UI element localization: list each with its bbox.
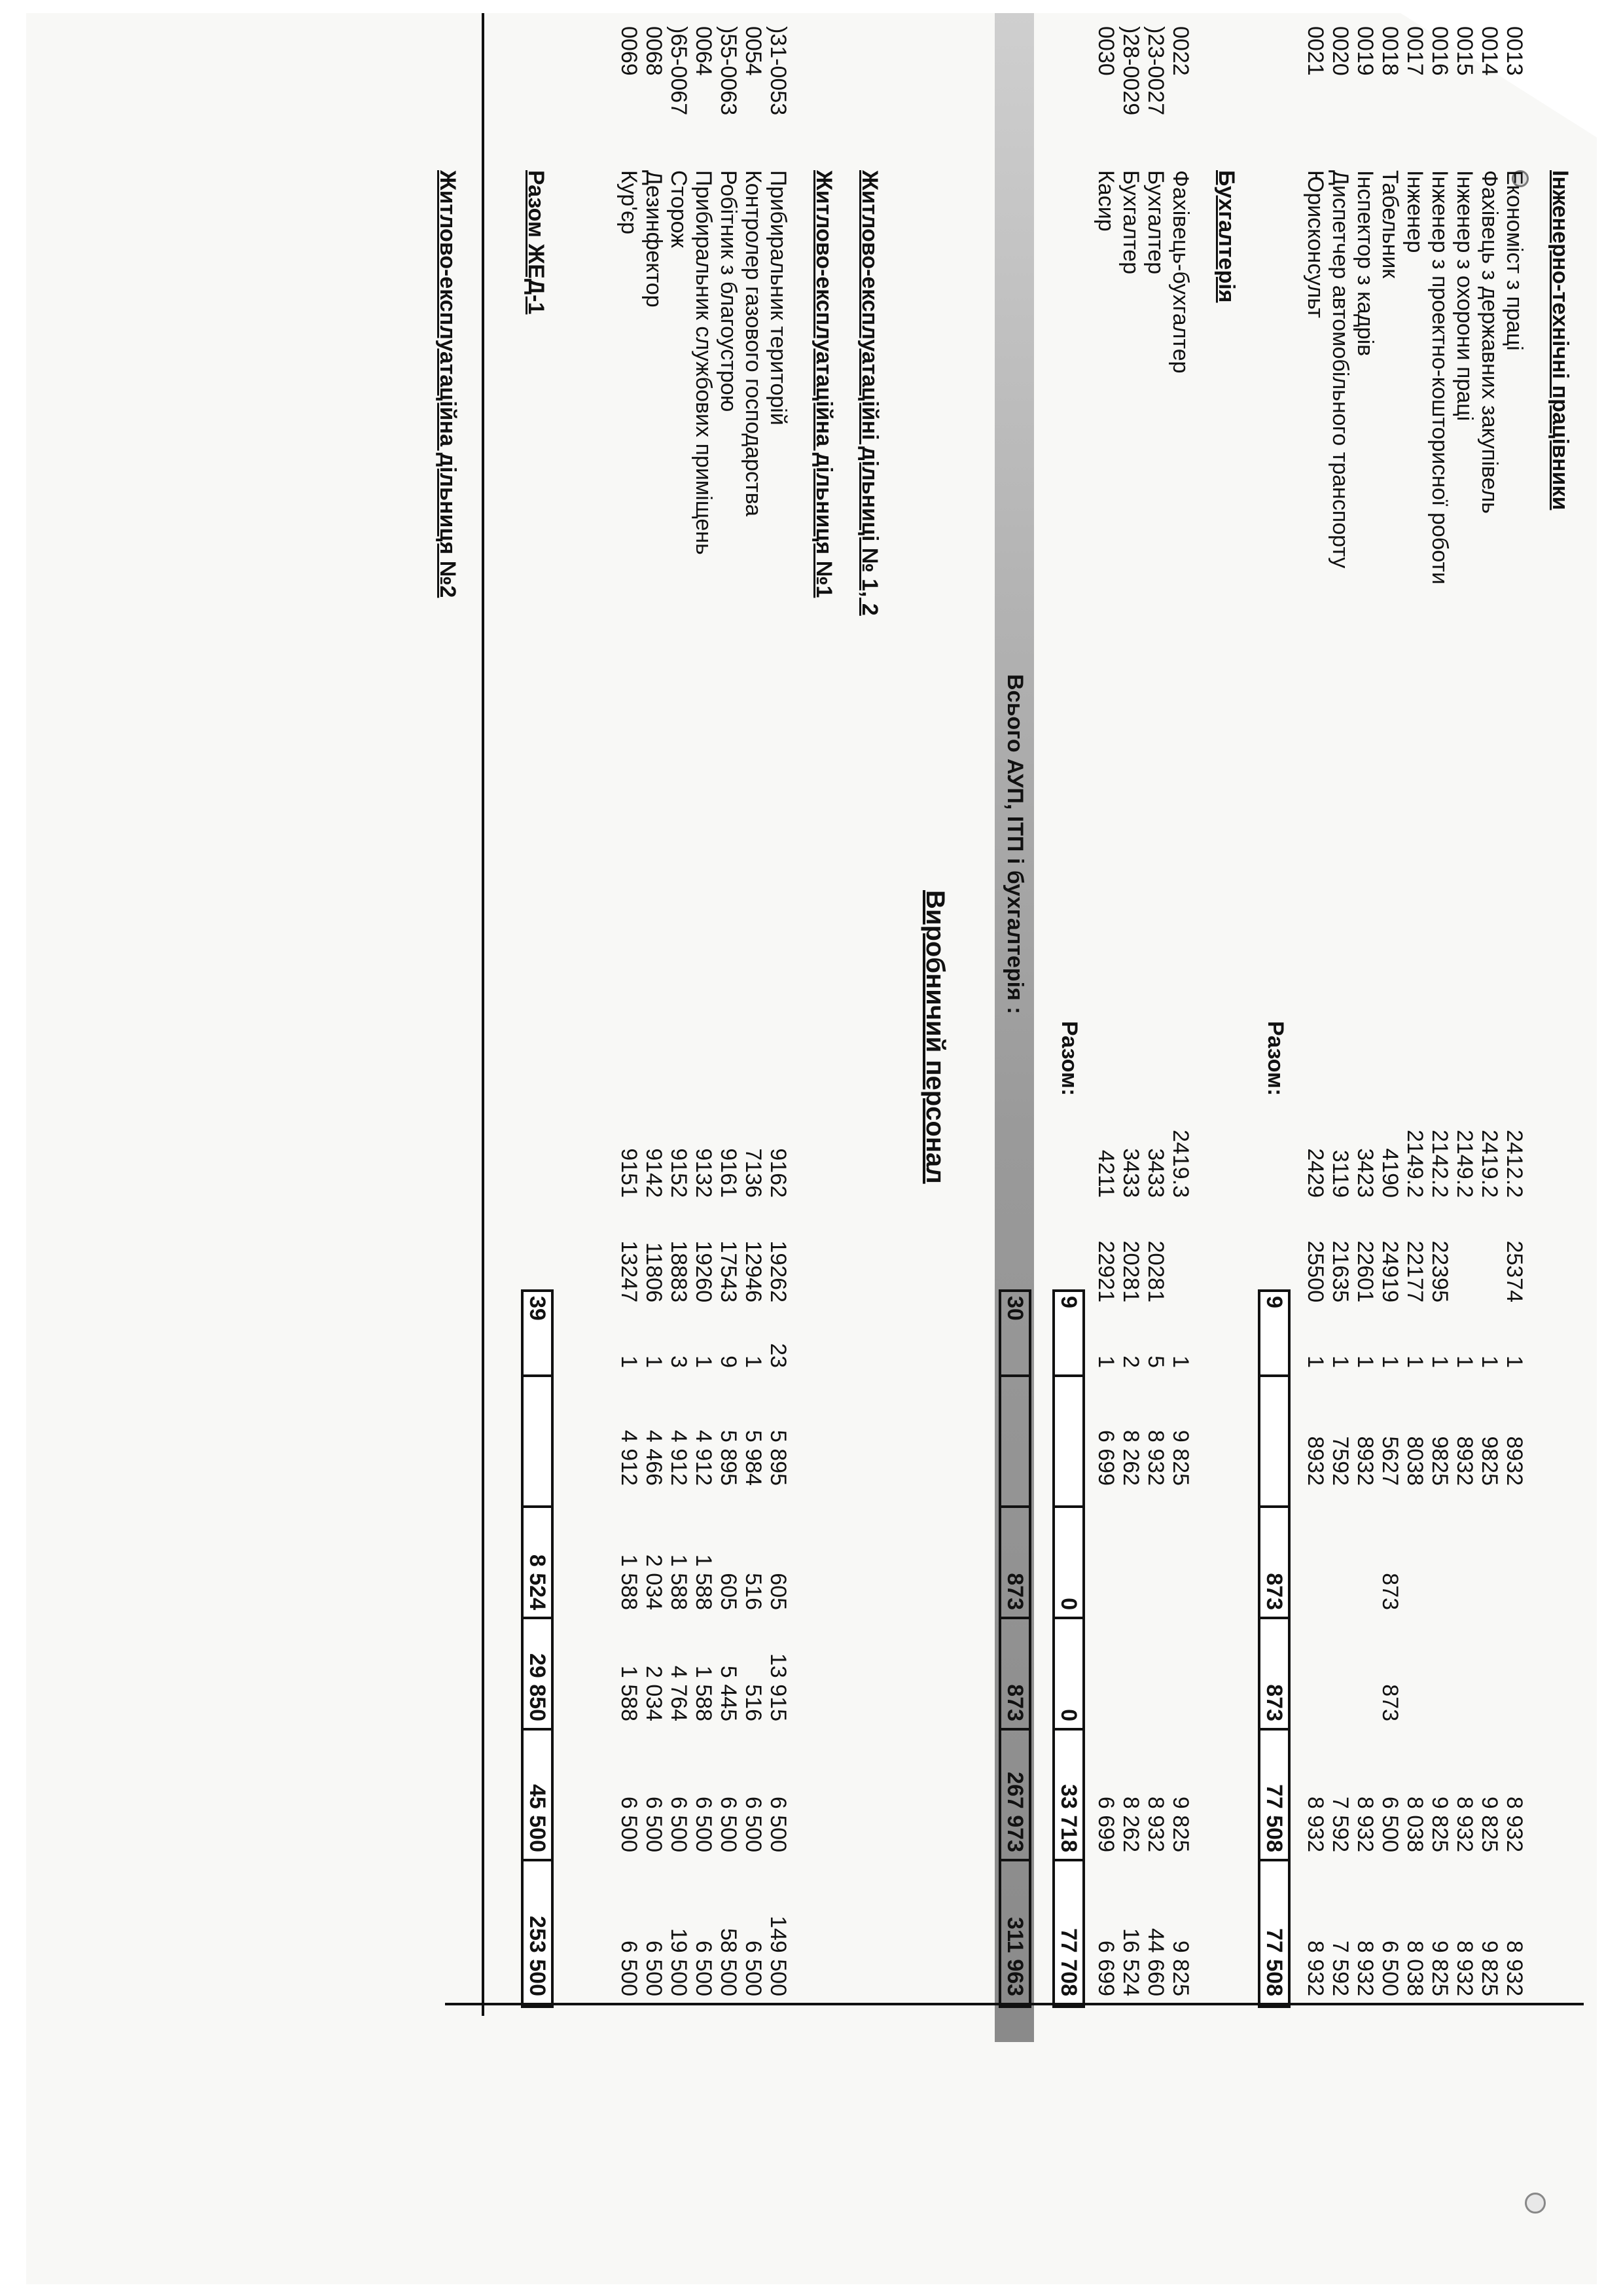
total-c7: 267 973: [1003, 1772, 1027, 1852]
table-cell-c2: 19262: [766, 1240, 791, 1302]
table-cell-c8: 44 660: [1143, 1928, 1168, 1996]
table-cell-c3: 9: [716, 1355, 741, 1368]
section-title-sites: Житлово-експлуатаційні дільниці № 1, 2: [857, 170, 882, 616]
total-box-divider: [999, 1859, 1031, 1861]
table-cell-code: 0030: [1094, 26, 1118, 76]
total-c8: 311 963: [1003, 1916, 1027, 1996]
total-c6: 0: [1056, 1709, 1081, 1721]
table-cell-code: )65-0067: [666, 26, 691, 116]
table-cell-salary: 3423: [1353, 1148, 1378, 1198]
section-title-site2: Житлово-експлуатаційна дільниця №2: [435, 170, 460, 598]
table-cell-c8: 9 825: [1168, 1940, 1193, 1996]
table-cell-c4: 4 912: [616, 1429, 641, 1486]
table-cell-c6: 13 915: [766, 1653, 791, 1721]
total-c5: 873: [1003, 1573, 1027, 1610]
total-c6: 873: [1262, 1684, 1287, 1721]
table-cell-c3: 1: [1328, 1355, 1353, 1368]
total-box-divider: [521, 1728, 554, 1731]
table-cell-title: Економіст з праці: [1502, 170, 1527, 351]
table-cell-c4: 8932: [1353, 1436, 1378, 1486]
table-cell-code: 0013: [1502, 26, 1527, 76]
total-c5: 873: [1262, 1573, 1287, 1610]
table-cell-title: Кур'єр: [616, 170, 641, 235]
total-c8: 253 500: [525, 1916, 550, 1996]
table-cell-salary: 2429: [1303, 1148, 1328, 1198]
table-cell-c8: 6 500: [616, 1940, 641, 1996]
table-cell-c3: 1: [1303, 1355, 1328, 1368]
table-cell-title: Сторож: [666, 170, 691, 248]
table-cell-c7: 8 932: [1303, 1796, 1328, 1852]
table-cell-code: )31-0053: [766, 26, 791, 116]
table-cell-c3: 1: [1094, 1355, 1118, 1368]
table-cell-c3: 1: [1168, 1355, 1193, 1368]
table-cell-c8: 6 500: [691, 1940, 716, 1996]
total-box-divider: [1052, 1505, 1085, 1508]
total-c6: 873: [1003, 1684, 1027, 1721]
table-cell-salary: 3433: [1143, 1148, 1168, 1198]
total-box-divider: [521, 1859, 554, 1861]
total-box-divider: [1258, 1374, 1291, 1377]
table-cell-c4: 8932: [1452, 1436, 1477, 1486]
table-cell-c6: 5 445: [716, 1665, 741, 1721]
table-cell-c2: 18883: [666, 1240, 691, 1302]
table-cell-code: 0068: [641, 26, 666, 76]
table-cell-c3: 1: [691, 1355, 716, 1368]
table-cell-c7: 6 500: [691, 1796, 716, 1852]
total-c5: 8 524: [525, 1554, 550, 1610]
table-cell-code: 0064: [691, 26, 716, 76]
total-box-divider: [1052, 1859, 1085, 1861]
table-cell-title: Фахівець-бухгалтер: [1168, 170, 1193, 374]
table-cell-salary: 2419.2: [1477, 1130, 1502, 1198]
table-cell-c6: 2 034: [641, 1665, 666, 1721]
table-cell-c8: 6 500: [1378, 1940, 1402, 1996]
table-cell-c8: 149 500: [766, 1916, 791, 1996]
table-cell-title: Касир: [1094, 170, 1118, 232]
table-cell-c2: 13247: [616, 1240, 641, 1302]
table-cell-salary: 2419.3: [1168, 1130, 1193, 1198]
table-cell-c2: 19260: [691, 1240, 716, 1302]
table-cell-c4: 4 466: [641, 1429, 666, 1486]
table-cell-salary: 9162: [766, 1148, 791, 1198]
table-cell-c5: 605: [766, 1573, 791, 1610]
table-cell-c6: 1 588: [616, 1665, 641, 1721]
table-cell-c8: 19 500: [666, 1928, 691, 1996]
table-cell-c3: 1: [616, 1355, 641, 1368]
table-cell-salary: 7136: [741, 1148, 766, 1198]
table-cell-c4: 7592: [1328, 1436, 1353, 1486]
table-cell-c2: 20281: [1143, 1240, 1168, 1302]
table-cell-c7: 6 500: [766, 1796, 791, 1852]
punch-hole: [1525, 2193, 1546, 2214]
total-c7: 45 500: [525, 1784, 550, 1852]
table-cell-c4: 8 932: [1143, 1429, 1168, 1486]
table-cell-c2: 22177: [1402, 1240, 1427, 1302]
table-cell-c8: 8 932: [1353, 1940, 1378, 1996]
total-box-divider: [1052, 1617, 1085, 1619]
table-cell-c2: 21635: [1328, 1240, 1353, 1302]
table-cell-code: 0021: [1303, 26, 1328, 76]
total-box-divider: [999, 1374, 1031, 1377]
total-count: 39: [525, 1296, 550, 1321]
table-cell-c2: 20281: [1118, 1240, 1143, 1302]
table-cell-c3: 1: [741, 1355, 766, 1368]
table-cell-c3: 5: [1143, 1355, 1168, 1368]
scanned-page: [26, 13, 1597, 2284]
total-box-divider: [1258, 1859, 1291, 1861]
section-title-engineering: Інженерно-технічні працівники: [1548, 170, 1573, 511]
table-cell-c6: 516: [741, 1684, 766, 1721]
table-cell-c3: 3: [666, 1355, 691, 1368]
table-cell-salary: 3433: [1118, 1148, 1143, 1198]
total-box-divider: [1258, 1505, 1291, 1508]
table-cell-c4: 5 895: [766, 1429, 791, 1486]
table-cell-c6: 873: [1378, 1684, 1402, 1721]
table-cell-title: Фахівець з державних закупівель: [1477, 170, 1502, 514]
table-cell-c4: 5 984: [741, 1429, 766, 1486]
section-title-site1: Житлово-експлуатаційна дільниця №1: [812, 170, 836, 598]
table-cell-c8: 6 699: [1094, 1940, 1118, 1996]
table-cell-code: 0069: [616, 26, 641, 76]
table-cell-title: Диспетчер автомобільного транспорту: [1328, 170, 1353, 569]
table-cell-c3: 1: [641, 1355, 666, 1368]
table-cell-title: Контролер газового господарства: [741, 170, 766, 517]
total-box-divider: [1052, 1374, 1085, 1377]
table-cell-code: )23-0027: [1143, 26, 1168, 116]
table-cell-c2: 24919: [1378, 1240, 1402, 1302]
table-cell-c2: 22395: [1427, 1240, 1452, 1302]
table-cell-c2: 25500: [1303, 1240, 1328, 1302]
table-cell-c4: 4 912: [666, 1429, 691, 1486]
rotated-staffing-table: [26, 13, 1597, 2042]
section-title-production: Виробничий персонал: [921, 890, 950, 1184]
table-cell-c2: 22921: [1094, 1240, 1118, 1302]
table-cell-c5: 2 034: [641, 1554, 666, 1610]
table-cell-salary: 4211: [1094, 1149, 1118, 1198]
table-cell-c3: 1: [1353, 1355, 1378, 1368]
table-cell-code: 0016: [1427, 26, 1452, 76]
table-cell-code: 0020: [1328, 26, 1353, 76]
table-cell-code: 0017: [1402, 26, 1427, 76]
table-cell-c8: 6 500: [741, 1940, 766, 1996]
table-cell-c5: 1 588: [691, 1554, 716, 1610]
table-cell-salary: 9132: [691, 1148, 716, 1198]
table-cell-salary: 3119: [1328, 1149, 1353, 1198]
total-box-divider: [1258, 1728, 1291, 1731]
table-cell-c2: 22601: [1353, 1240, 1378, 1302]
table-cell-c8: 8 932: [1303, 1940, 1328, 1996]
table-cell-c7: 8 932: [1353, 1796, 1378, 1852]
table-cell-c4: 8932: [1303, 1436, 1328, 1486]
table-cell-salary: 9152: [666, 1148, 691, 1198]
table-cell-code: 0018: [1378, 26, 1402, 76]
table-cell-c7: 9 825: [1168, 1796, 1193, 1852]
table-cell-title: Бухгалтер: [1143, 170, 1168, 274]
table-cell-title: Інженер: [1402, 170, 1427, 253]
table-cell-c8: 8 932: [1502, 1940, 1527, 1996]
table-cell-title: Юрисконсульт: [1303, 170, 1328, 318]
table-cell-c5: 605: [716, 1573, 741, 1610]
section-title-accounting: Бухгалтерія: [1214, 170, 1239, 303]
table-cell-c2: 17543: [716, 1240, 741, 1302]
table-cell-c4: 5 895: [716, 1429, 741, 1486]
total-c8: 77 708: [1056, 1928, 1081, 1996]
table-cell-salary: 2149.2: [1452, 1130, 1477, 1198]
table-cell-c7: 6 699: [1094, 1796, 1118, 1852]
table-cell-code: 0014: [1477, 26, 1502, 76]
table-cell-c3: 1: [1452, 1355, 1477, 1368]
table-cell-title: Інспектор з кадрів: [1353, 170, 1378, 357]
accounting-total-label: Разом:: [1057, 1021, 1082, 1096]
table-cell-c7: 6 500: [616, 1796, 641, 1852]
total-box-divider: [521, 1374, 554, 1377]
table-cell-c7: 6 500: [741, 1796, 766, 1852]
table-cell-code: 0019: [1353, 26, 1378, 76]
table-cell-c7: 6 500: [641, 1796, 666, 1852]
table-cell-c4: 4 912: [691, 1429, 716, 1486]
grand-total-label: Всього АУП, ІТП і бухгалтерія :: [1003, 674, 1027, 1014]
table-cell-c4: 8932: [1502, 1436, 1527, 1486]
table-cell-c3: 23: [766, 1343, 791, 1368]
table-cell-c7: 9 825: [1427, 1796, 1452, 1852]
engineering-total-label: Разом:: [1263, 1021, 1288, 1096]
page-rule: [445, 2003, 1584, 2005]
table-cell-salary: 2149.2: [1402, 1130, 1427, 1198]
table-cell-c8: 58 500: [716, 1928, 741, 1996]
table-cell-code: )55-0063: [716, 26, 741, 116]
total-box-divider: [521, 1505, 554, 1508]
table-cell-c7: 6 500: [666, 1796, 691, 1852]
table-cell-c3: 1: [1402, 1355, 1427, 1368]
total-box-divider: [999, 1728, 1031, 1731]
table-cell-c2: 25374: [1502, 1240, 1527, 1302]
table-cell-c5: 1 588: [666, 1554, 691, 1610]
total-box-divider: [1258, 1617, 1291, 1619]
table-cell-salary: 2142.2: [1427, 1130, 1452, 1198]
total-box-divider: [1052, 1728, 1085, 1731]
table-cell-c4: 5627: [1378, 1436, 1402, 1486]
table-cell-code: )28-0029: [1118, 26, 1143, 116]
table-cell-c4: 9 825: [1168, 1429, 1193, 1486]
table-cell-c4: 6 699: [1094, 1429, 1118, 1486]
table-cell-c7: 8 932: [1143, 1796, 1168, 1852]
section-divider: [482, 13, 484, 2016]
table-cell-salary: 2412.2: [1502, 1130, 1527, 1198]
table-cell-salary: 9142: [641, 1148, 666, 1198]
table-cell-c4: 8 262: [1118, 1429, 1143, 1486]
table-cell-title: Дезинфектор: [641, 170, 666, 308]
table-cell-code: 0054: [741, 26, 766, 76]
table-cell-salary: 9161: [716, 1148, 741, 1198]
table-cell-c7: 6 500: [1378, 1796, 1402, 1852]
table-cell-c3: 1: [1427, 1355, 1452, 1368]
table-cell-c8: 9 825: [1427, 1940, 1452, 1996]
table-cell-c3: 1: [1378, 1355, 1402, 1368]
table-cell-c8: 7 592: [1328, 1940, 1353, 1996]
table-cell-c5: 873: [1378, 1573, 1402, 1610]
table-cell-c3: 1: [1477, 1355, 1502, 1368]
table-cell-c4: 9825: [1477, 1436, 1502, 1486]
table-cell-code: 0015: [1452, 26, 1477, 76]
table-cell-c2: 11806: [641, 1242, 666, 1302]
table-cell-c8: 8 038: [1402, 1940, 1427, 1996]
total-box-divider: [521, 1617, 554, 1619]
table-cell-code: 0022: [1168, 26, 1193, 76]
table-cell-c7: 8 038: [1402, 1796, 1427, 1852]
total-box-divider: [999, 1617, 1031, 1619]
table-cell-c4: 9825: [1427, 1436, 1452, 1486]
table-cell-title: Інженер з охорони праці: [1452, 170, 1477, 422]
table-cell-c5: 1 588: [616, 1554, 641, 1610]
table-cell-c6: 1 588: [691, 1665, 716, 1721]
total-count: 9: [1056, 1296, 1081, 1308]
total-c8: 77 508: [1262, 1928, 1287, 1996]
total-c5: 0: [1056, 1598, 1081, 1610]
table-cell-c7: 8 932: [1452, 1796, 1477, 1852]
table-cell-salary: 4190: [1378, 1148, 1402, 1198]
table-cell-salary: 9151: [616, 1148, 641, 1198]
table-cell-title: Інженер з проектно-кошторисної роботи: [1427, 170, 1452, 584]
table-cell-c5: 516: [741, 1573, 766, 1610]
table-cell-c8: 6 500: [641, 1940, 666, 1996]
site1-total-label: Разом ЖЕД-1: [524, 170, 548, 315]
table-cell-title: Табельник: [1378, 170, 1402, 279]
table-cell-c7: 6 500: [716, 1796, 741, 1852]
table-cell-c7: 8 262: [1118, 1796, 1143, 1852]
table-cell-title: Прибиральник службових приміщень: [691, 170, 716, 555]
table-cell-title: Бухгалтер: [1118, 170, 1143, 274]
table-cell-c8: 9 825: [1477, 1940, 1502, 1996]
table-cell-c8: 16 524: [1118, 1928, 1143, 1996]
table-cell-c3: 2: [1118, 1355, 1143, 1368]
table-cell-c8: 8 932: [1452, 1940, 1477, 1996]
table-cell-c7: 7 592: [1328, 1796, 1353, 1852]
table-cell-c6: 4 764: [666, 1665, 691, 1721]
table-cell-title: Робітник з благоустрою: [716, 170, 741, 412]
table-cell-title: Прибиральник територій: [766, 170, 791, 425]
table-cell-c7: 8 932: [1502, 1796, 1527, 1852]
total-c7: 33 718: [1056, 1784, 1081, 1852]
table-cell-c3: 1: [1502, 1355, 1527, 1368]
total-c7: 77 508: [1262, 1784, 1287, 1852]
total-c6: 29 850: [525, 1653, 550, 1721]
total-box-divider: [999, 1505, 1031, 1508]
table-cell-c4: 8038: [1402, 1436, 1427, 1486]
table-cell-c7: 9 825: [1477, 1796, 1502, 1852]
table-cell-c2: 12946: [741, 1240, 766, 1302]
total-count: 30: [1003, 1296, 1027, 1321]
total-count: 9: [1262, 1296, 1287, 1308]
